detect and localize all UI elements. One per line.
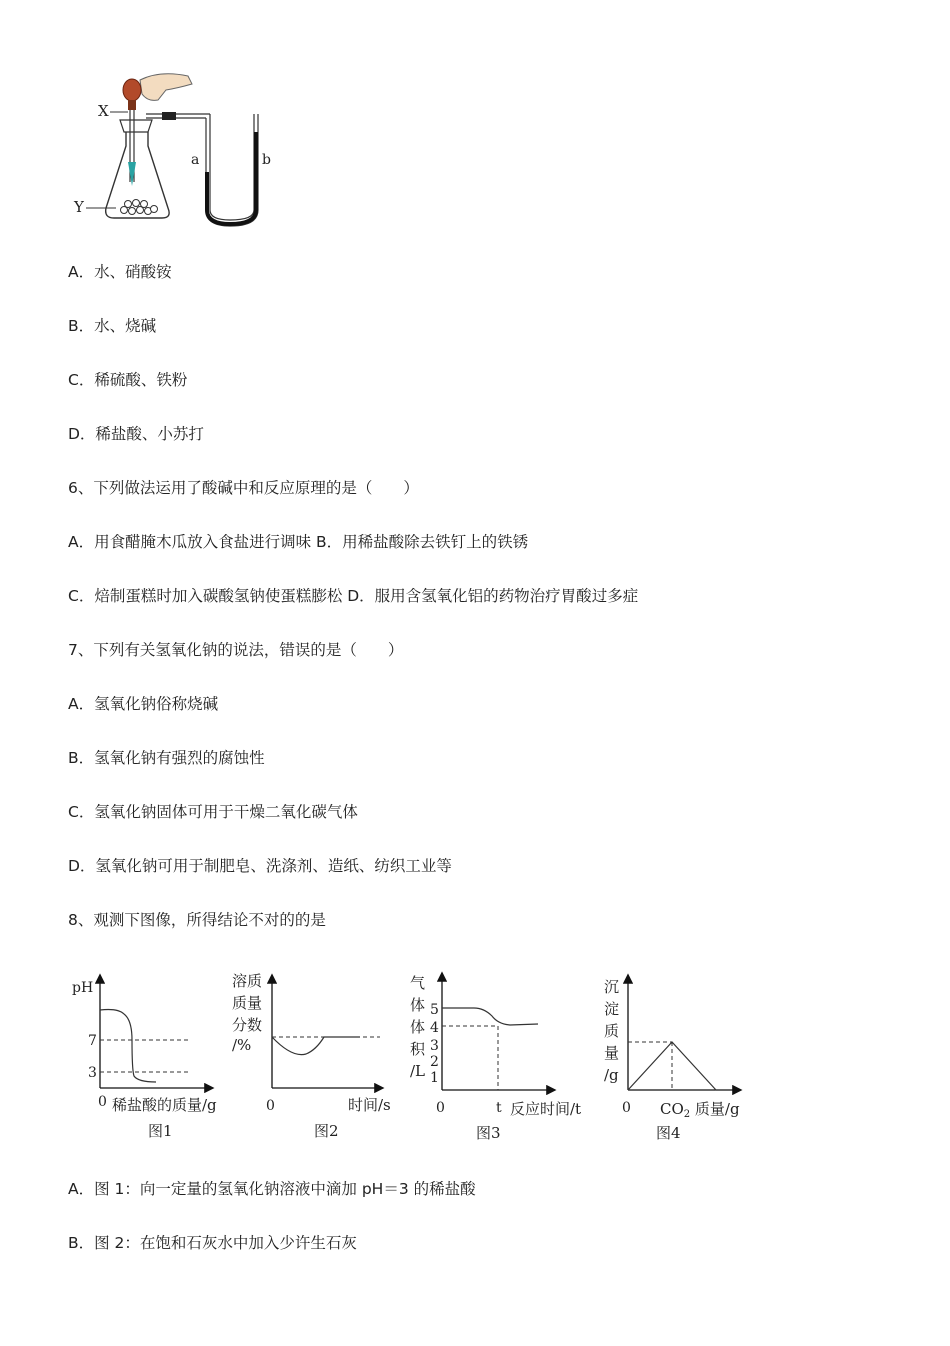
fig1-caption: 图1	[148, 1122, 173, 1140]
fig3-y-label-2: 体	[410, 996, 426, 1014]
fig3-tick-2: 2	[430, 1054, 439, 1070]
fig2-y-label-2: 质量	[232, 994, 263, 1012]
q8-option-b: B．图 2：在饱和石灰水中加入少许生石灰	[68, 1234, 357, 1252]
fig2-x-label: 时间/s	[348, 1096, 391, 1114]
fig2-caption: 图2	[314, 1122, 339, 1140]
fig4-y-label-4: 量	[604, 1044, 620, 1062]
fig3-y-label-4: 积	[410, 1040, 426, 1058]
fig2-y-label-1: 溶质	[232, 972, 263, 990]
fig4-x-label: $CO_2$ 质量/g	[660, 1100, 740, 1120]
apparatus-figure	[70, 72, 290, 232]
chart-fig3	[410, 974, 581, 1142]
q8-option-a: A．图 1：向一定量的氢氧化钠溶液中滴加 pH＝3 的稀盐酸	[68, 1180, 476, 1198]
fig3-caption: 图3	[476, 1124, 501, 1142]
q5-option-b: B．水、烧碱	[68, 317, 157, 335]
fig2-curve	[272, 1037, 360, 1055]
fig4-y-label-1: 沉	[604, 978, 620, 996]
q5-option-d: D．稀盐酸、小苏打	[68, 425, 204, 443]
fig2-y-label-3: 分数	[232, 1016, 263, 1034]
q7-option-c: C．氢氧化钠固体可用于干燥二氧化碳气体	[68, 803, 358, 821]
fig3-x-label: 反应时间/t	[510, 1100, 582, 1118]
fig4-y-label-5: /g	[604, 1066, 619, 1084]
fig4-y-label-3: 质	[604, 1022, 620, 1040]
fig4-y-label-2: 淀	[604, 1000, 620, 1018]
label-b: b	[262, 152, 271, 168]
q8-charts	[60, 970, 760, 1150]
q6-option-ab: A．用食醋腌木瓜放入食盐进行调味 B．用稀盐酸除去铁钉上的铁锈	[68, 533, 529, 551]
chart-fig2	[232, 972, 391, 1140]
fig3-tick-4: 4	[430, 1020, 439, 1036]
fig3-curve	[442, 1008, 538, 1025]
fig3-tick-1: 1	[430, 1070, 439, 1086]
fig3-y-label-3: 体	[410, 1018, 426, 1036]
q5-option-c: C．稀硫酸、铁粉	[68, 371, 188, 389]
q7-option-b: B．氢氧化钠有强烈的腐蚀性	[68, 749, 265, 767]
q8-stem: 8、观测下图像，所得结论不对的的是	[68, 911, 326, 929]
fig4-caption: 图4	[656, 1124, 681, 1142]
fig2-y-label-4: /%	[232, 1036, 252, 1054]
fig1-origin: 0	[98, 1094, 107, 1110]
fig3-y-label-1: 气	[410, 974, 426, 992]
fig3-y-label-5: /L	[410, 1062, 426, 1080]
fig1-curve	[100, 1010, 156, 1083]
q5-option-a: A．水、硝酸铵	[68, 263, 172, 281]
fig1-tick-7: 7	[88, 1033, 97, 1049]
q7-option-d: D．氢氧化钠可用于制肥皂、洗涤剂、造纸、纺织工业等	[68, 857, 452, 875]
label-a: a	[191, 152, 200, 168]
q7-option-a: A．氢氧化钠俗称烧碱	[68, 695, 219, 713]
fig4-origin: 0	[622, 1100, 631, 1116]
fig3-t-mark: t	[496, 1100, 502, 1116]
q7-stem: 7、下列有关氢氧化钠的说法，错误的是（ ）	[68, 641, 404, 659]
fig1-tick-3: 3	[88, 1065, 97, 1081]
label-y: Y	[74, 198, 84, 216]
chart-fig1	[72, 976, 217, 1140]
q6-stem: 6、下列做法运用了酸碱中和反应原理的是（ ）	[68, 479, 419, 497]
fig1-y-label: pH	[72, 980, 94, 996]
fig2-origin: 0	[266, 1098, 275, 1114]
fig3-tick-3: 3	[430, 1038, 439, 1054]
fig3-origin: 0	[436, 1100, 445, 1116]
label-x: X	[98, 102, 109, 120]
q6-option-cd: C．焙制蛋糕时加入碳酸氢钠使蛋糕膨松 D．服用含氢氧化铝的药物治疗胃酸过多症	[68, 587, 639, 605]
chart-fig4	[604, 976, 740, 1142]
fig3-tick-5: 5	[430, 1002, 439, 1018]
fig1-x-label: 稀盐酸的质量/g	[112, 1096, 217, 1114]
